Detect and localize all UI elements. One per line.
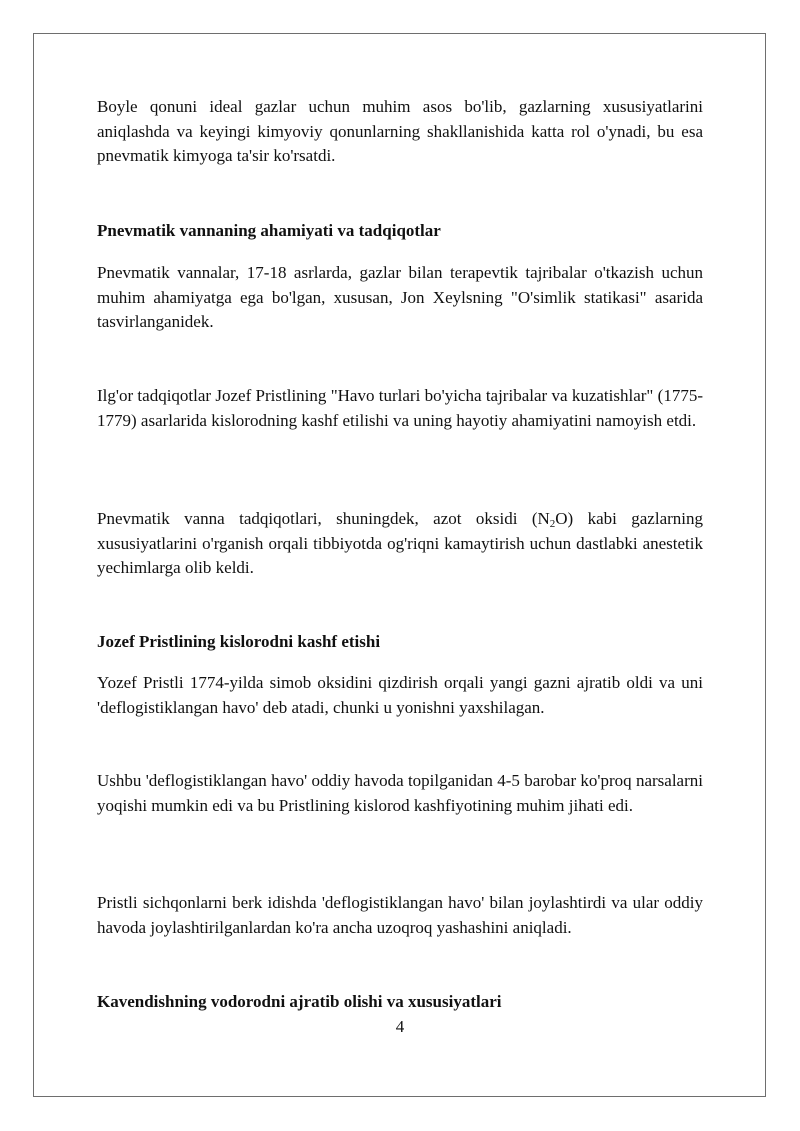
subscript-two: 2 — [549, 518, 556, 530]
heading-priestley-oxygen: Jozef Pristlining kislorodni kashf etishi — [97, 632, 381, 651]
nitrous-oxide-text-end: O) kabi gazlarning xususiyatlarini o'rganish orqali tibbiyotda og'riqni kamaytirish uchun dastlabki anestetik yechimlarga olib keldi. — [97, 509, 704, 577]
paragraph-nitrous-oxide — [97, 507, 703, 581]
page-number: 4 — [395, 1017, 405, 1036]
paragraph-pneumatic-baths: Pnevmatik vannalar, 17-18 asrlarda, gazlar bilan terapevtik tajribalar o'tkazish uchun muhim ahamiyatga ega bo'lgan, xususan, Jon Xeylsning "O'simlik statikasi" asarida tasvirlanganidek. — [97, 263, 703, 331]
paragraph-boyle-law: Boyle qonuni ideal gazlar uchun muhim asos bo'lib, gazlarning xususiyatlarini aniqlashda va keyingi kimyoviy qonunlarning shakllanishida katta rol o'ynadi, bu esa pnevmatik kimyoga ta'sir ko'rsatdi. — [97, 97, 703, 165]
heading-cavendish-hydrogen: Kavendishning vodorodni ajratib olishi va xususiyatlari — [97, 992, 502, 1011]
paragraph-mercury-oxide: Yozef Pristli 1774-yilda simob oksidini qizdirish orqali yangi gazni ajratib oldi va uni 'deflogistiklangan havo' deb atadi, chunki u yonishni yaxshilagan. — [97, 673, 703, 717]
paragraph-mice-experiment: Pristli sichqonlarni berk idishda 'deflogistiklangan havo' bilan joylashtirdi va ular oddiy havoda joylashtirilganlardan ko'ra ancha uzoqroq yashashini aniqladi. — [97, 893, 703, 937]
paragraph-priestley-research: Ilg'or tadqiqotlar Jozef Pristlining "Havo turlari bo'yicha tajribalar va kuzatishlar" (1775-1779) asarlarida kislorodning kashf etilishi va uning hayotiy ahamiyatini namoyish etdi. — [97, 386, 703, 430]
paragraph-dephlogisticated-air: Ushbu 'deflogistiklangan havo' oddiy havoda topilganidan 4-5 barobar ko'proq narsalarni yoqishi mumkin edi va bu Pristlining kislorod kashfiyotining muhim jihati edi. — [97, 771, 703, 815]
heading-pneumatic-trough: Pnevmatik vannaning ahamiyati va tadqiqotlar — [97, 221, 441, 240]
nitrous-oxide-text-start: Pnevmatik vanna tadqiqotlari, shuningdek, azot oksidi (N — [97, 509, 550, 528]
